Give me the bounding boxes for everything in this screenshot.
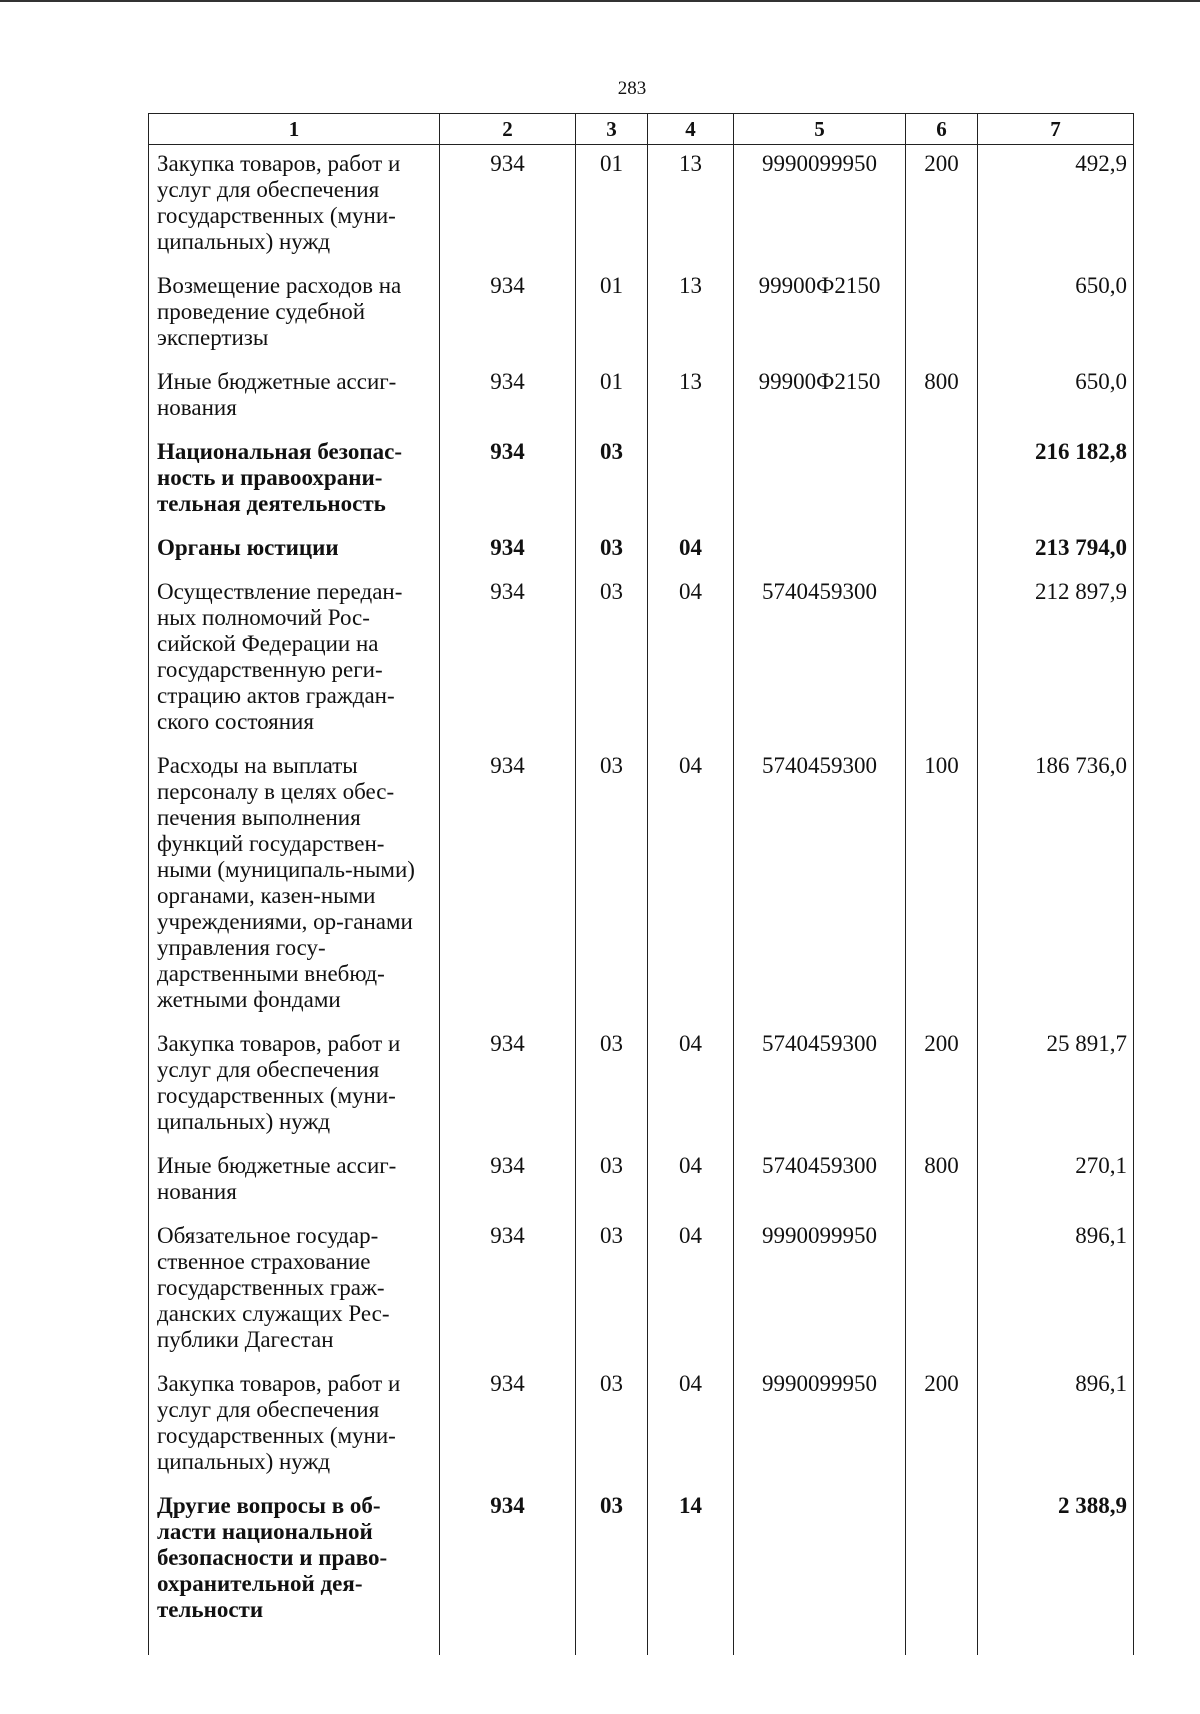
target-article-cell: 99900Ф2150 xyxy=(734,267,906,363)
ministry-code-cell: 934 xyxy=(440,1365,576,1487)
subsection-code-cell: 04 xyxy=(648,747,734,1025)
section-code-cell: 03 xyxy=(576,529,648,573)
ministry-code-cell: 934 xyxy=(440,1147,576,1217)
expense-type-cell xyxy=(906,433,978,529)
amount-cell: 25 891,7 xyxy=(978,1025,1134,1147)
table-row xyxy=(149,1147,1134,1217)
subsection-code-cell: 04 xyxy=(648,1025,734,1147)
table-row xyxy=(149,433,1134,529)
header-cell: 3 xyxy=(576,114,648,145)
expense-type-cell: 800 xyxy=(906,1147,978,1217)
amount-cell: 896,1 xyxy=(978,1365,1134,1487)
expense-name-cell: Расходы на выплаты персоналу в целях обес-печения выполнения функций государствен-ными (муниципаль-ными) органами, казен-ными учреждениями, ор-ганами управления госу-дарственными внебюд-жетными фондами xyxy=(149,747,440,1025)
amount-cell: 492,9 xyxy=(978,145,1134,268)
section-code-cell: 01 xyxy=(576,267,648,363)
expense-type-cell xyxy=(906,1217,978,1365)
target-article-cell: 5740459300 xyxy=(734,1147,906,1217)
expense-type-cell: 200 xyxy=(906,1365,978,1487)
subsection-code-cell: 04 xyxy=(648,1217,734,1365)
target-article-cell xyxy=(734,529,906,573)
expense-name-cell: Закупка товаров, работ и услуг для обеспечения государственных (муни-ципальных) нужд xyxy=(149,1365,440,1487)
table-row xyxy=(149,1025,1134,1147)
section-code-cell: 03 xyxy=(576,1365,648,1487)
section-code-cell: 01 xyxy=(576,145,648,268)
target-article-cell: 5740459300 xyxy=(734,573,906,747)
header-cell: 5 xyxy=(734,114,906,145)
header-cell: 1 xyxy=(149,114,440,145)
header-cell: 6 xyxy=(906,114,978,145)
expense-type-cell xyxy=(906,267,978,363)
expense-name-cell: Иные бюджетные ассиг-нования xyxy=(149,1147,440,1217)
expense-type-cell: 200 xyxy=(906,1025,978,1147)
section-code-cell: 03 xyxy=(576,1217,648,1365)
expense-name-cell: Другие вопросы в об-ласти национальной безопасности и право-охранительной дея-тельности xyxy=(149,1487,440,1655)
section-code-cell: 01 xyxy=(576,363,648,433)
amount-cell: 212 897,9 xyxy=(978,573,1134,747)
ministry-code-cell: 934 xyxy=(440,1217,576,1365)
expense-name-cell: Национальная безопас-ность и правоохрани-тельная деятельность xyxy=(149,433,440,529)
table-row xyxy=(149,267,1134,363)
table-header-row xyxy=(149,114,1134,145)
ministry-code-cell: 934 xyxy=(440,433,576,529)
target-article-cell: 9990099950 xyxy=(734,1365,906,1487)
ministry-code-cell: 934 xyxy=(440,1025,576,1147)
expense-name-cell: Закупка товаров, работ и услуг для обеспечения государственных (муни-ципальных) нужд xyxy=(149,1025,440,1147)
section-code-cell: 03 xyxy=(576,1147,648,1217)
table-row xyxy=(149,363,1134,433)
table-row xyxy=(149,1217,1134,1365)
table-row xyxy=(149,1365,1134,1487)
target-article-cell: 9990099950 xyxy=(734,1217,906,1365)
expense-type-cell xyxy=(906,573,978,747)
amount-cell: 896,1 xyxy=(978,1217,1134,1365)
subsection-code-cell xyxy=(648,433,734,529)
expense-type-cell: 100 xyxy=(906,747,978,1025)
table-body xyxy=(149,145,1134,1656)
table-row xyxy=(149,573,1134,747)
expense-name-cell: Осуществление передан-ных полномочий Рос-сийской Федерации на государственную реги-страцию актов граждан-ского состояния xyxy=(149,573,440,747)
subsection-code-cell: 04 xyxy=(648,529,734,573)
table-row xyxy=(149,747,1134,1025)
header-cell: 4 xyxy=(648,114,734,145)
target-article-cell xyxy=(734,1487,906,1655)
expense-name-cell: Обязательное государ-ственное страхование государственных граж-данских служащих Рес-публики Дагестан xyxy=(149,1217,440,1365)
amount-cell: 2 388,9 xyxy=(978,1487,1134,1655)
expense-type-cell: 800 xyxy=(906,363,978,433)
expense-name-cell: Иные бюджетные ассиг-нования xyxy=(149,363,440,433)
target-article-cell: 99900Ф2150 xyxy=(734,363,906,433)
section-code-cell: 03 xyxy=(576,433,648,529)
target-article-cell: 5740459300 xyxy=(734,747,906,1025)
amount-cell: 650,0 xyxy=(978,363,1134,433)
expense-name-cell: Возмещение расходов на проведение судебной экспертизы xyxy=(149,267,440,363)
subsection-code-cell: 13 xyxy=(648,363,734,433)
target-article-cell: 9990099950 xyxy=(734,145,906,268)
header-cell: 2 xyxy=(440,114,576,145)
ministry-code-cell: 934 xyxy=(440,363,576,433)
subsection-code-cell: 04 xyxy=(648,1147,734,1217)
section-code-cell: 03 xyxy=(576,573,648,747)
header-cell: 7 xyxy=(978,114,1134,145)
expense-name-cell: Закупка товаров, работ и услуг для обеспечения государственных (муни-ципальных) нужд xyxy=(149,145,440,268)
subsection-code-cell: 13 xyxy=(648,145,734,268)
page-number: 283 xyxy=(617,78,647,99)
expense-type-cell: 200 xyxy=(906,145,978,268)
subsection-code-cell: 04 xyxy=(648,573,734,747)
section-code-cell: 03 xyxy=(576,1487,648,1655)
ministry-code-cell: 934 xyxy=(440,267,576,363)
amount-cell: 186 736,0 xyxy=(978,747,1134,1025)
target-article-cell: 5740459300 xyxy=(734,1025,906,1147)
table-row xyxy=(149,529,1134,573)
ministry-code-cell: 934 xyxy=(440,529,576,573)
amount-cell: 213 794,0 xyxy=(978,529,1134,573)
ministry-code-cell: 934 xyxy=(440,145,576,268)
table-row xyxy=(149,145,1134,268)
amount-cell: 216 182,8 xyxy=(978,433,1134,529)
subsection-code-cell: 04 xyxy=(648,1365,734,1487)
section-code-cell: 03 xyxy=(576,1025,648,1147)
amount-cell: 270,1 xyxy=(978,1147,1134,1217)
subsection-code-cell: 14 xyxy=(648,1487,734,1655)
expense-name-cell: Органы юстиции xyxy=(149,529,440,573)
ministry-code-cell: 934 xyxy=(440,747,576,1025)
budget-table xyxy=(148,113,1134,1655)
amount-cell: 650,0 xyxy=(978,267,1134,363)
expense-type-cell xyxy=(906,529,978,573)
expense-type-cell xyxy=(906,1487,978,1655)
target-article-cell xyxy=(734,433,906,529)
ministry-code-cell: 934 xyxy=(440,1487,576,1655)
top-scan-border xyxy=(0,0,1200,2)
ministry-code-cell: 934 xyxy=(440,573,576,747)
subsection-code-cell: 13 xyxy=(648,267,734,363)
table-row xyxy=(149,1487,1134,1655)
section-code-cell: 03 xyxy=(576,747,648,1025)
